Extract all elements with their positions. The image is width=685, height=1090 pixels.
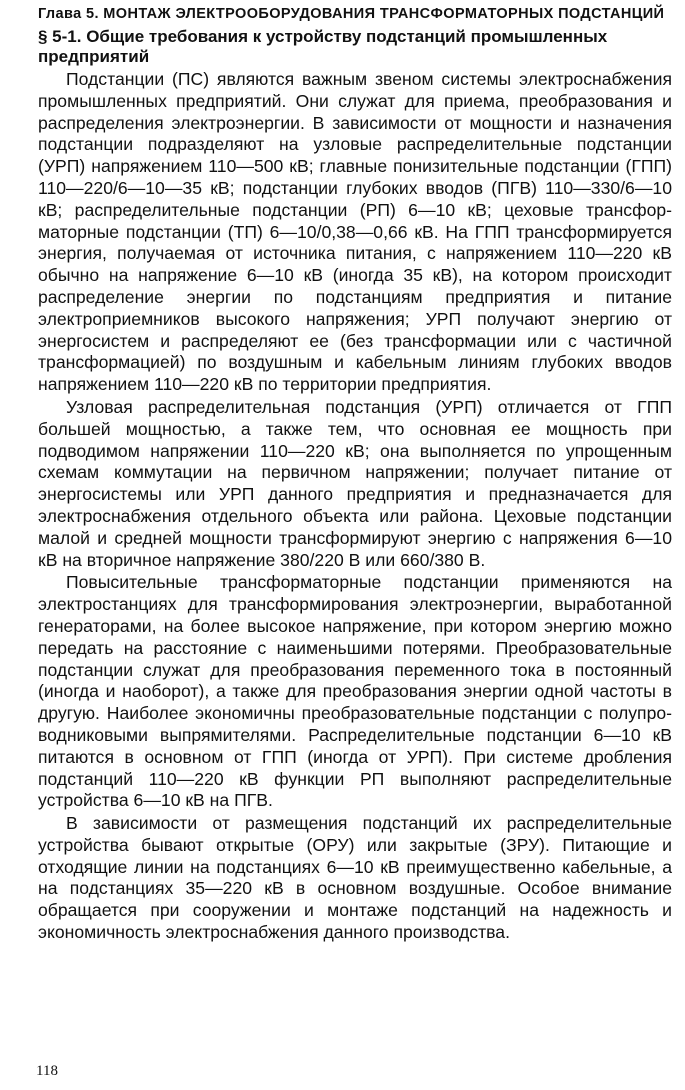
- section-heading: § 5-1. Общие требования к устройству подстанций промышленных предприятий: [38, 27, 608, 66]
- paragraph-4: В зависимости от размещения подстанций их распределительные устройства бывают открытые (ОРУ) или закрытые (ЗРУ). Питающие и отходящие линии на подстанциях 6—10 кВ преимущественно кабельные, а на подстанциях 35—220 кВ в основном воздушные. Особое внимание обращается при сооружении и монтаже подстанций на надежность и экономичность электроснабжения данного производства.: [38, 813, 672, 943]
- page-body: [38, 6, 672, 945]
- paragraph-1: Подстанции (ПС) являются важным звеном системы электроснабжения промышленных предприятий. Они служат для приема, преобразования и распределения электроэнергии. В зависимости от мощности и назначения подстанции подразделяют на узловые распределительные подстанции (УРП) напряжением 110—500 кВ; главные понизительные подстанции (ГПП) 110—220/6—10—35 кВ; подстанции глубоких вводов (ПГВ) 110—330/6—10 кВ; распределительные подстанции (РП) 6—10 кВ; цеховые трансформаторные подстанции (ТП) 6—10/0,38—0,66 кВ. На ГПП трансформируется энергия, получаемая от источника питания, с напряжением 110—220 кВ обычно на напряжение 6—10 кВ (иногда 35 кВ), на котором происходит распределение энергии по подстанциям предприятия и питание электроприемников высокого напряжения; УРП получают энергию от энергосистем и распределяют ее (без трансформации или с частичной трансформацией) по воздушным и кабельным линиям глубоких вводов напряжением 110—220 кВ по территории предприятия.: [38, 69, 672, 395]
- paragraph-2: Узловая распределительная подстанция (УРП) отличается от ГПП большей мощностью, а также тем, что основная ее мощность при подводимом напряжении 110—220 кВ; она выполняется по упрощенным схемам коммутации на первичном напряжении; получает питание от энергосистемы или УРП данного предприятия и предназначается для электроснабжения отдельного объекта или района. Цеховые подстанции малой и средней мощности трансформируют энергию с напряжения 6—10 кВ на вторичное напряжение 380/220 В или 660/380 В.: [38, 396, 672, 570]
- paragraph-3: Повысительные трансформаторные подстанции применяются на электростанциях для трансформирования электроэнергии, выработанной генераторами, на более высокое напряжение, при котором энергию можно передать на расстояние с наименьшими потерями. Преобразовательные подстанции служат для преобразования переменного тока в постоянный (иногда и наоборот), а также для преобразования энергии одной частоты в другую. Наиболее экономичны преобразовательные подстанции с полупроводниковыми выпрямителями. Распределительные подстанции 6—10 кВ питаются в основном от ГПП (иногда от УРП). При системе дробления подстанций 110—220 кВ функции РП выполняют распределительные устройства 6—10 кВ на ПГВ.: [38, 572, 672, 811]
- chapter-heading: Глава 5. МОНТАЖ ЭЛЕКТРООБОРУДОВАНИЯ ТРАНСФОРМАТОРНЫХ ПОДСТАНЦИЙ: [38, 6, 665, 22]
- page-number: 118: [36, 1063, 58, 1079]
